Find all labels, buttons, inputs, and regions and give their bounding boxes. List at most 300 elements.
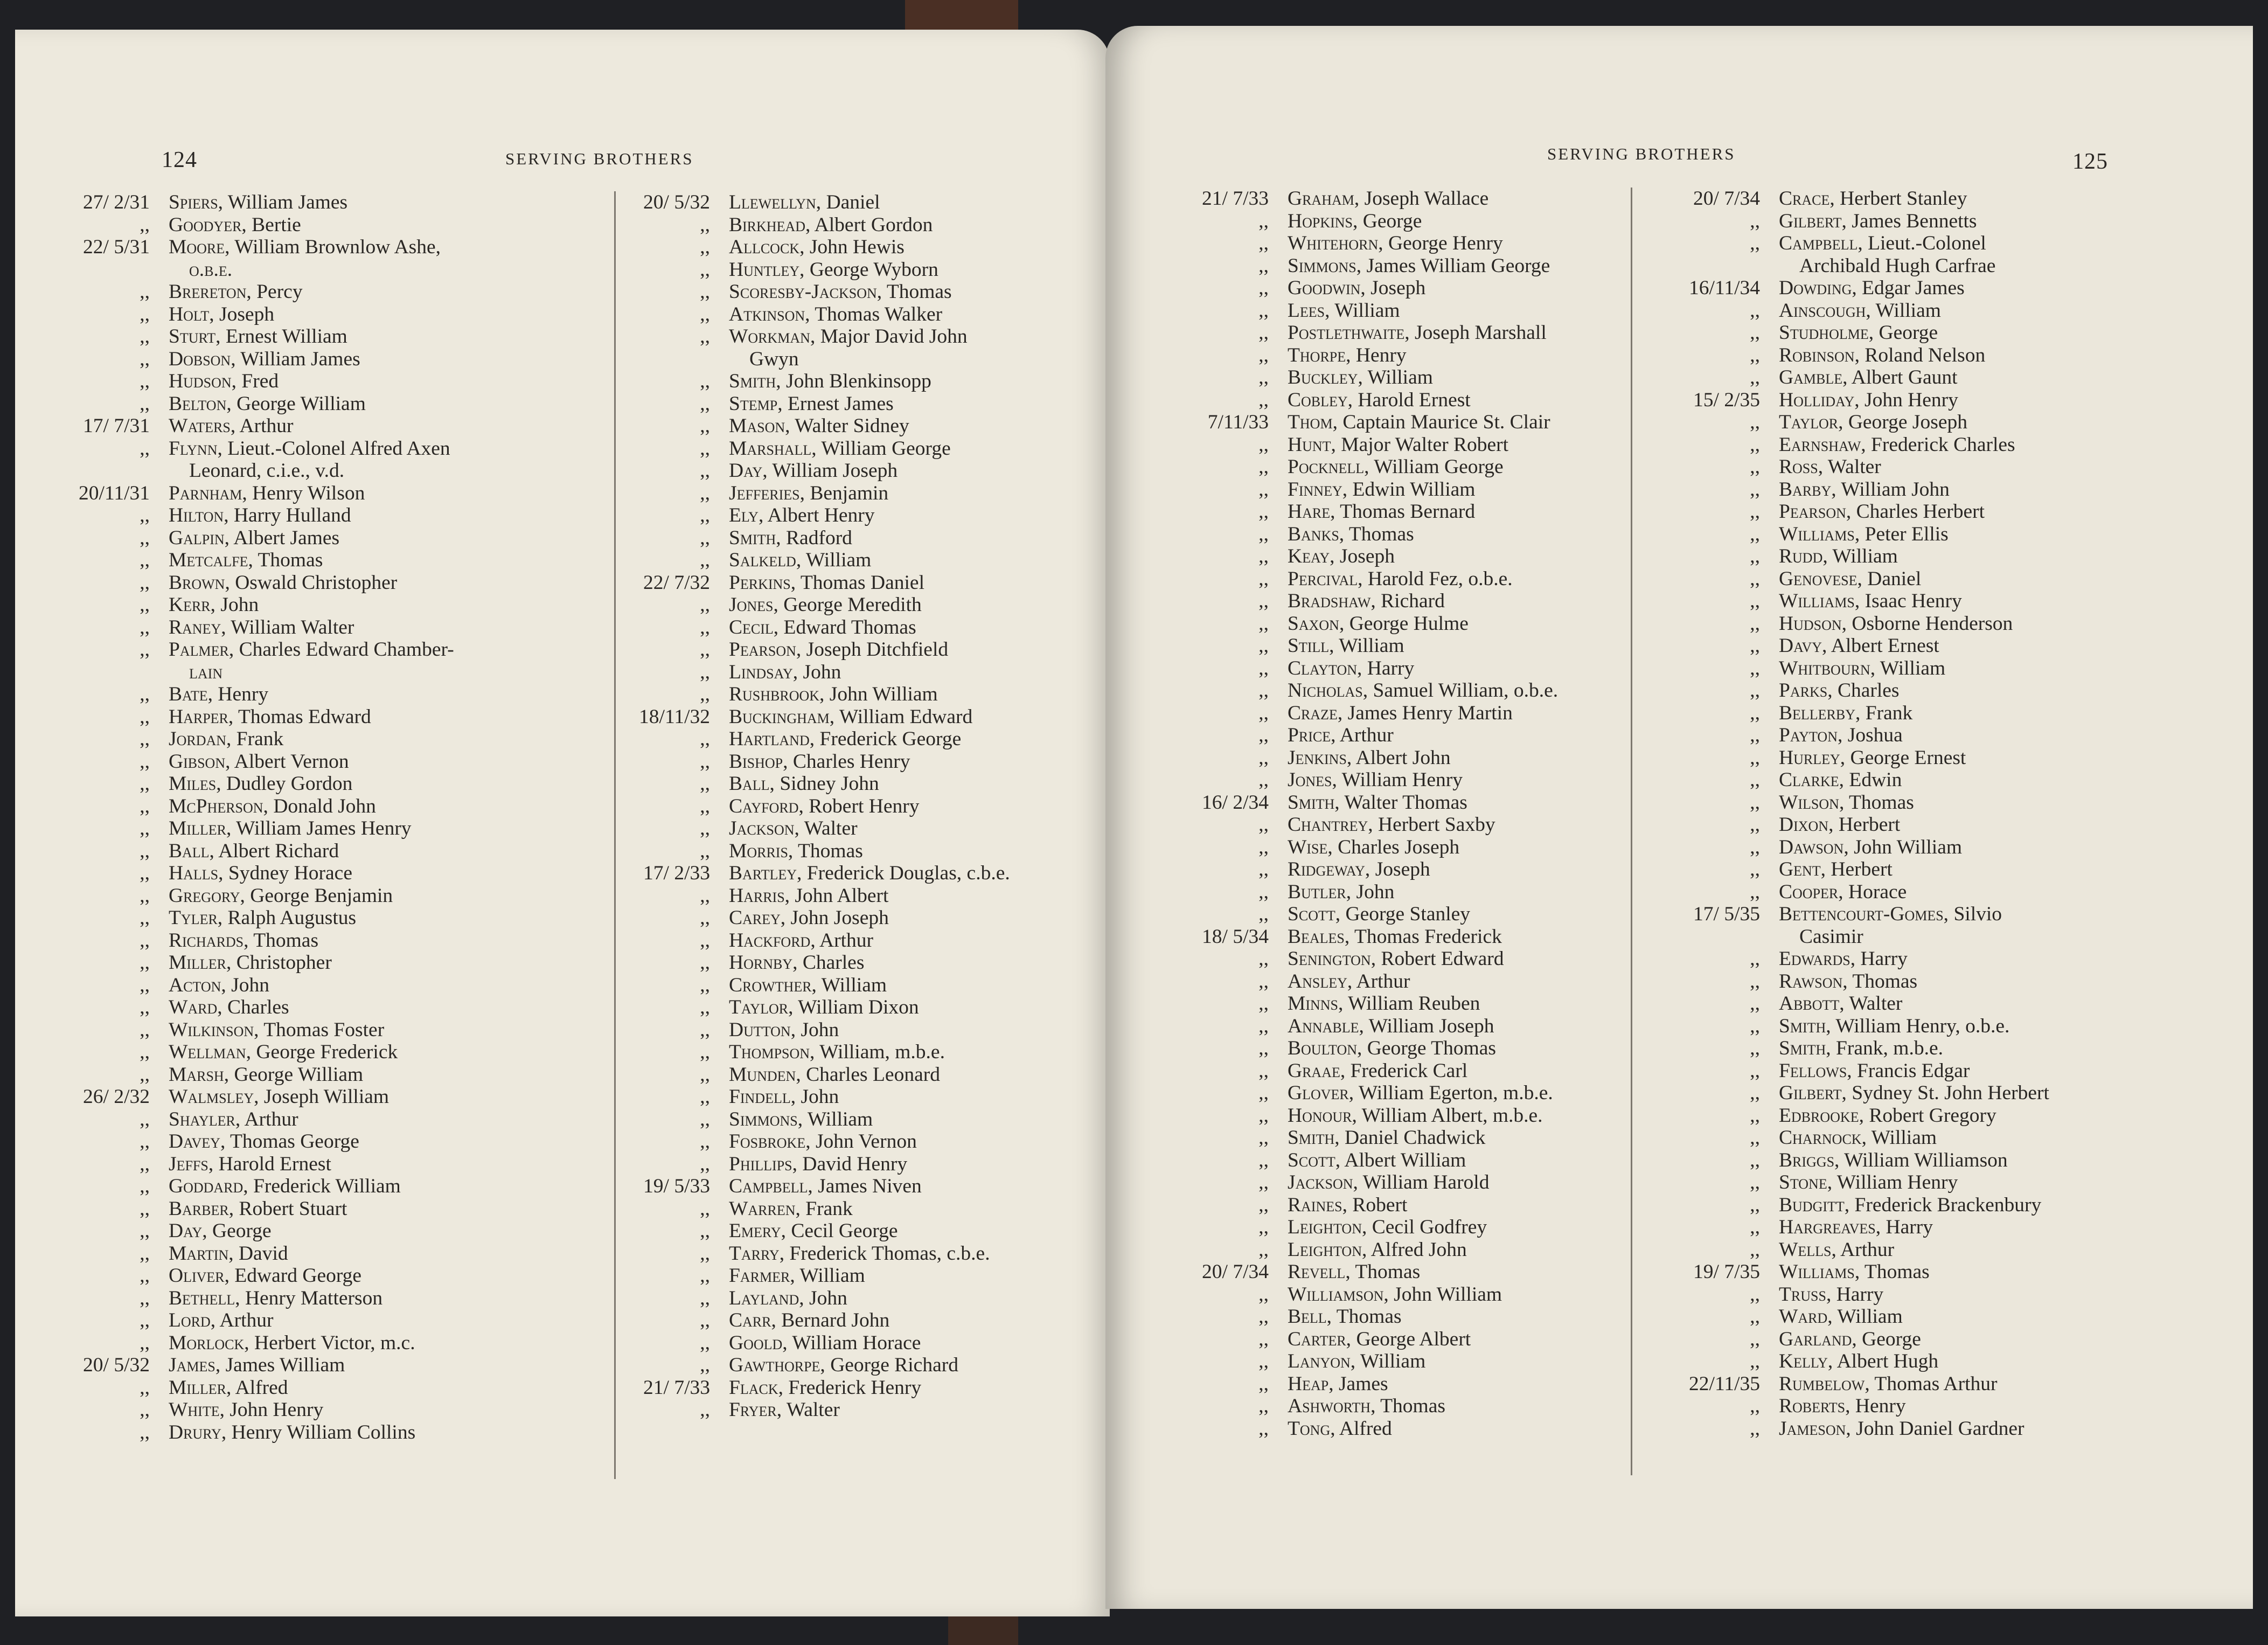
entry-given-names: Sydney Horace [223, 862, 352, 884]
entry-name [1779, 836, 1962, 859]
list-entry [1652, 769, 2245, 792]
entry-name [169, 1332, 415, 1355]
entry-name [729, 281, 952, 303]
entry-date: ,, [700, 1287, 710, 1309]
entry-surname: Fryer, [729, 1399, 782, 1421]
entry-given-names: Thomas Edward [233, 705, 371, 728]
entry-date: ,, [1258, 1037, 1269, 1059]
entry-name [1288, 1373, 1388, 1396]
entry-date: ,, [1750, 992, 1760, 1015]
entry-date: ,, [1750, 702, 1760, 724]
entry-name [1288, 1216, 1487, 1239]
entry-date: ,, [1750, 1238, 1760, 1261]
entry-surname: Scott, [1288, 1149, 1341, 1171]
entry-given-names: William Horace [787, 1331, 921, 1354]
entry-given-names: Frederick William [248, 1175, 401, 1197]
entry-given-names: James Bennetts [1846, 210, 1977, 232]
list-entry [1652, 545, 2245, 568]
entry-given-names: Harry [1831, 1283, 1884, 1306]
entry-name [169, 840, 339, 863]
entry-name [729, 929, 873, 952]
entry-given-names: Henry [1850, 1395, 1906, 1417]
entry-given-names: Frederick Douglas, c.b.e. [802, 862, 1010, 884]
entry-name [729, 1243, 990, 1265]
entry-surname: Dobson, [169, 348, 236, 370]
entry-surname: Davy, [1779, 635, 1827, 657]
entry-surname: Keay, [1288, 545, 1335, 567]
entry-given-names: Joseph William [259, 1086, 389, 1108]
entry-name [1288, 1060, 1467, 1082]
entry-name [1779, 613, 2013, 635]
entry-date: ,, [1750, 322, 1760, 344]
entry-name [1288, 1283, 1502, 1306]
list-entry [42, 706, 581, 728]
entry-given-names: John Joseph [785, 907, 889, 929]
entry-name [1779, 1015, 2009, 1038]
list-entry [1161, 322, 1667, 344]
entry-date: ,, [1750, 1306, 1760, 1328]
entry-surname: Moore, [169, 236, 230, 258]
entry-date: 21/ 7/33 [1202, 188, 1269, 210]
entry-surname: Ward, [169, 996, 222, 1018]
entry-date: ,, [1258, 232, 1269, 254]
entry-given-names: Arthur [1352, 970, 1410, 992]
entry-given-names: Francis Edgar [1852, 1059, 1970, 1082]
list-entry [1161, 769, 1667, 792]
entry-given-names: Charles [797, 952, 865, 974]
entry-name [1779, 881, 1907, 904]
entry-surname: Acton, [169, 974, 226, 996]
entry-surname: Perkins, [729, 571, 796, 594]
entry-surname: Pearson, [1779, 501, 1852, 523]
list-entry [1161, 702, 1667, 725]
entry-surname: Harper, [169, 705, 234, 728]
entry-given-names: Frederick Charles [1866, 433, 2015, 456]
entry-surname: Gregory, [169, 884, 245, 907]
list-entry [42, 415, 581, 438]
entry-surname: Raney, [169, 616, 226, 638]
entry-given-names: Frank [1860, 702, 1913, 724]
list-entry [602, 1175, 1109, 1198]
entry-name [1288, 613, 1469, 635]
entry-surname: Payton, [1779, 724, 1843, 746]
entry-given-names: George [1874, 322, 1938, 344]
list-entry [602, 460, 1109, 482]
entry-given-names: William [816, 974, 887, 996]
entry-name [1288, 188, 1488, 210]
entry-name [1288, 881, 1394, 904]
list-entry [1161, 836, 1667, 859]
entry-surname: Ely, [729, 504, 764, 526]
entry-given-names: Albert Henry [763, 504, 875, 526]
entry-date: ,, [140, 549, 150, 571]
entry-surname: Boulton, [1288, 1037, 1362, 1059]
entry-given-names: Harry [1855, 948, 1908, 970]
entry-given-names: Herbert [1833, 814, 1901, 836]
entry-date: ,, [700, 303, 710, 325]
list-entry [1652, 970, 2245, 993]
list-entry [1652, 635, 2245, 657]
entry-given-names: Edward George [229, 1265, 362, 1287]
list-entry [1652, 1194, 2245, 1217]
list-entry [42, 1354, 581, 1377]
entry-surname: Stone, [1779, 1171, 1833, 1193]
entry-date: ,, [1258, 880, 1269, 903]
entry-given-names: George Albert [1351, 1328, 1471, 1350]
entry-surname: Spiers, [169, 191, 224, 213]
entry-name [169, 482, 365, 505]
list-entry [1161, 1239, 1667, 1261]
entry-given-names: Herbert [1826, 858, 1893, 880]
entry-surname: Jenkins, [1288, 746, 1352, 769]
entry-given-names: John William [1388, 1283, 1502, 1306]
entry-date: ,, [140, 303, 150, 325]
entry-date: ,, [140, 1130, 150, 1153]
entry-name [1779, 702, 1912, 725]
entry-given-names: Daniel Chadwick [1339, 1127, 1486, 1149]
entry-date: ,, [1750, 433, 1760, 456]
entry-date: ,, [1750, 769, 1760, 791]
entry-given-names: John [1351, 880, 1395, 903]
entry-given-names: Thomas [882, 281, 952, 303]
entry-given-names: George Benjamin [245, 884, 393, 907]
entry-name [1779, 858, 1893, 881]
list-entry [1161, 568, 1667, 591]
entry-given-names: Joseph Wallace [1359, 188, 1489, 210]
entry-surname: Oliver, [169, 1265, 229, 1287]
list-entry [1161, 255, 1667, 277]
list-entry [42, 728, 581, 751]
entry-given-names: David [233, 1242, 288, 1265]
entry-surname: Senington, [1288, 948, 1376, 970]
entry-name [169, 191, 347, 214]
entry-date: ,, [140, 1242, 150, 1265]
entry-surname: Robinson, [1779, 344, 1860, 366]
entry-name [169, 1130, 359, 1153]
entry-date: ,, [1258, 1216, 1269, 1238]
entry-surname: Raines, [1288, 1193, 1347, 1216]
entry-given-names: Joseph Marshall [1409, 322, 1547, 344]
entry-given-names: Horace [1843, 880, 1907, 903]
entry-name [169, 348, 360, 371]
entry-surname: Pocknell, [1288, 456, 1369, 478]
list-entry [1652, 948, 2245, 970]
entry-date: ,, [1750, 679, 1760, 702]
entry-given-names: Silvio [1949, 903, 2002, 925]
entry-surname: Nicholas, [1288, 679, 1368, 702]
entry-given-names: Alfred [231, 1376, 288, 1399]
entry-given-names: Captain Maurice St. Clair [1337, 411, 1550, 433]
entry-name [1779, 322, 1938, 344]
entry-surname: Harris, [729, 884, 790, 907]
entry-date: ,, [700, 549, 710, 571]
entry-surname: Kerr, [169, 594, 216, 616]
entry-date: ,, [140, 817, 150, 839]
entry-given-names: Oswald Christopher [229, 571, 398, 594]
entry-given-names: Lieut.-Colonel [1862, 232, 1986, 254]
entry-given-names: George Meredith [778, 594, 922, 616]
entry-date: ,, [700, 907, 710, 929]
list-entry [1161, 456, 1667, 478]
list-entry [42, 1086, 581, 1108]
entry-surname: Workman, [729, 325, 816, 348]
entry-name [1288, 1082, 1553, 1105]
list-entry [602, 929, 1109, 952]
list-entry [1161, 210, 1667, 233]
entry-name [169, 728, 283, 751]
entry-name [1288, 232, 1503, 255]
entry-surname: Rawson, [1779, 970, 1848, 992]
entry-name [729, 1198, 853, 1220]
entry-surname: Briggs, [1779, 1149, 1840, 1171]
list-entry [602, 751, 1109, 773]
list-entry [1652, 232, 2245, 277]
entry-name [729, 370, 931, 393]
list-entry [1652, 501, 2245, 523]
entry-given-names: Frank [231, 728, 284, 750]
list-entry [602, 1086, 1109, 1108]
entry-name [1779, 657, 1945, 680]
entry-date: ,, [140, 705, 150, 728]
entry-given-names: Walter [1823, 456, 1881, 478]
entry-name [1779, 1395, 1906, 1418]
entry-name [169, 303, 274, 326]
entry-name [169, 1399, 323, 1421]
entry-date: 22/ 5/31 [83, 236, 150, 258]
entry-surname: Edbrooke, [1779, 1104, 1864, 1127]
entry-given-names: Charles Henry [788, 750, 910, 773]
list-entry [42, 795, 581, 818]
entry-name [1288, 1395, 1445, 1418]
entry-surname: Leighton, [1288, 1216, 1367, 1238]
entry-given-names: George Hulme [1344, 612, 1469, 635]
entry-given-names: Edward Thomas [778, 616, 916, 638]
entry-date: ,, [1750, 456, 1760, 478]
entry-surname: Morris, [729, 839, 794, 862]
entry-given-names: William [1355, 1350, 1426, 1372]
entry-surname: Minns, [1288, 992, 1344, 1015]
entry-date: ,, [700, 460, 710, 482]
entry-date: ,, [140, 728, 150, 750]
entry-name [729, 1019, 839, 1042]
entry-given-names: William Harold [1358, 1171, 1490, 1193]
entry-name [729, 236, 905, 259]
entry-name [1779, 1105, 1996, 1127]
entry-date: ,, [1258, 769, 1269, 791]
entry-date: ,, [1750, 1328, 1760, 1350]
entry-date: ,, [1750, 612, 1760, 635]
entry-date: ,, [1750, 210, 1760, 232]
entry-date: ,, [1258, 1082, 1269, 1104]
list-entry [42, 817, 581, 840]
entry-surname: Pearson, [729, 638, 802, 661]
entry-date: ,, [1750, 858, 1760, 880]
entry-name [1288, 478, 1475, 501]
entry-given-names: Charles [1832, 679, 1900, 702]
entry-date: ,, [1258, 1283, 1269, 1306]
entry-given-names: Albert James [229, 526, 340, 549]
entry-name [169, 527, 339, 550]
list-entry [602, 1309, 1109, 1332]
list-entry [42, 191, 581, 214]
entry-name [1288, 1171, 1489, 1194]
entry-surname: Martin, [169, 1242, 234, 1265]
entry-given-names: Ernest James [782, 392, 894, 415]
entry-surname: James, [169, 1354, 221, 1376]
entry-given-names: William James [223, 191, 348, 213]
list-entry [1652, 1127, 2245, 1149]
entry-given-names: Thomas [793, 839, 863, 862]
entry-surname: Campbell, [729, 1175, 813, 1197]
entry-name [169, 952, 332, 974]
entry-name [169, 1175, 401, 1198]
entry-surname: Carter, [1288, 1328, 1352, 1350]
entry-surname: Thompson, [729, 1041, 815, 1063]
entry-date: ,, [700, 661, 710, 683]
entry-name [169, 370, 279, 393]
entry-given-names: Robert [1347, 1193, 1408, 1216]
entry-date: ,, [1258, 657, 1269, 679]
entry-date: ,, [700, 616, 710, 638]
list-entry [42, 1287, 581, 1310]
entry-date: 20/ 5/32 [643, 191, 710, 213]
entry-surname: Rumbelow, [1779, 1372, 1870, 1395]
entry-surname: Birkhead, [729, 213, 811, 236]
entry-name [729, 482, 888, 505]
list-entry [602, 281, 1109, 303]
entry-surname: Buckingham, [729, 705, 835, 728]
entry-name [1288, 1105, 1543, 1127]
entry-name [729, 862, 1010, 885]
entry-continuation: Archibald Hugh Carfrae [1799, 254, 1996, 277]
entry-date: ,, [140, 683, 150, 705]
list-entry [602, 303, 1109, 326]
entry-given-names: William [1875, 657, 1946, 679]
entry-name [1288, 747, 1451, 769]
entry-surname: Gibson, [169, 750, 231, 773]
entry-name [1288, 434, 1508, 456]
entry-given-names: William [1870, 299, 1941, 322]
entry-surname: Parnham, [169, 482, 247, 504]
entry-name [1779, 300, 1941, 322]
entry-given-names: William [1362, 366, 1433, 388]
list-entry [1161, 232, 1667, 255]
list-entry [1161, 1350, 1667, 1373]
entry-given-names: Walter [1844, 992, 1903, 1015]
list-entry [42, 1421, 581, 1444]
entry-name [169, 1421, 415, 1444]
entry-given-names: Edwin William [1347, 478, 1476, 501]
entry-given-names: William Egerton, m.b.e. [1354, 1082, 1553, 1104]
entry-surname: Jones, [1288, 769, 1337, 791]
entry-surname: Hunt, [1288, 433, 1336, 456]
entry-date: ,, [700, 996, 710, 1018]
entry-surname: Sturt, [169, 325, 221, 348]
entry-name [729, 438, 951, 460]
list-entry [1652, 657, 2245, 680]
list-entry [602, 616, 1109, 639]
list-entry [602, 236, 1109, 259]
entry-date: ,, [1750, 1283, 1760, 1306]
list-entry [1161, 1328, 1667, 1351]
entry-given-names: Thomas [1844, 791, 1914, 814]
entry-name [1779, 277, 1965, 300]
entry-surname: Miller, [169, 817, 232, 839]
entry-surname: Ball, [169, 839, 214, 862]
entry-date: ,, [1258, 210, 1269, 232]
entry-given-names: William [795, 1265, 865, 1287]
entry-name [729, 1332, 921, 1355]
entry-given-names: William Albert, m.b.e. [1356, 1104, 1543, 1127]
entry-date: ,, [1750, 1127, 1760, 1149]
entry-date: ,, [700, 817, 710, 839]
list-entry [42, 862, 581, 885]
entry-name [169, 773, 352, 795]
entry-given-names: Joseph [214, 303, 275, 325]
entry-name [169, 415, 294, 438]
entry-surname: Bettencourt-Gomes, [1779, 903, 1949, 925]
entry-date: ,, [140, 392, 150, 415]
entry-given-names: John Daniel Gardner [1850, 1417, 2024, 1440]
entry-given-names: Joseph Ditchfield [801, 638, 949, 661]
entry-surname: Williams, [1779, 1261, 1860, 1283]
entry-name [729, 795, 919, 818]
entry-surname: Morlock, [169, 1331, 249, 1354]
entry-name [1288, 702, 1513, 725]
entry-date: ,, [700, 1086, 710, 1108]
entry-surname: Emery, [729, 1220, 786, 1242]
list-column [1652, 188, 2245, 1440]
list-entry [1652, 210, 2245, 233]
entry-given-names: Donald John [268, 795, 376, 817]
entry-continuation: lain [189, 661, 223, 683]
entry-surname: Farmer, [729, 1265, 795, 1287]
page-number: 125 [2072, 149, 2108, 174]
entry-name [1779, 501, 1985, 523]
entry-given-names: Frederick Thomas, c.b.e. [784, 1242, 990, 1265]
entry-given-names: Robert Edward [1376, 948, 1504, 970]
entry-name [1288, 1261, 1420, 1283]
entry-date: ,, [1258, 433, 1269, 456]
list-entry [42, 549, 581, 572]
entry-given-names: Joseph [1370, 858, 1430, 880]
entry-name [1288, 411, 1550, 434]
entry-surname: Jeffs, [169, 1153, 214, 1175]
entry-surname: Metcalfe, [169, 549, 253, 571]
entry-name [1288, 1350, 1425, 1373]
entry-given-names: Richard [1375, 590, 1445, 612]
entry-given-names: Arthur [1836, 1238, 1895, 1261]
entry-date: ,, [140, 325, 150, 348]
entry-surname: Abbott, [1779, 992, 1845, 1015]
entry-surname: Ridgeway, [1288, 858, 1370, 880]
entry-name [1779, 635, 1939, 657]
entry-date: ,, [140, 1399, 150, 1421]
entry-surname: Tong, [1288, 1417, 1335, 1440]
entry-date: ,, [1750, 1015, 1760, 1037]
entry-given-names: Henry William Collins [226, 1421, 416, 1443]
entry-given-names: Albert Ernest [1827, 635, 1939, 657]
entry-name [729, 393, 894, 415]
entry-continuation: Casimir [1799, 925, 1863, 948]
entry-date: ,, [1258, 322, 1269, 344]
entry-surname: Fosbroke, [729, 1130, 811, 1153]
entry-surname: Marshall, [729, 437, 817, 460]
entry-name [729, 773, 879, 795]
entry-date: ,, [700, 1197, 710, 1220]
list-entry [42, 929, 581, 952]
entry-surname: Barber, [169, 1197, 234, 1220]
